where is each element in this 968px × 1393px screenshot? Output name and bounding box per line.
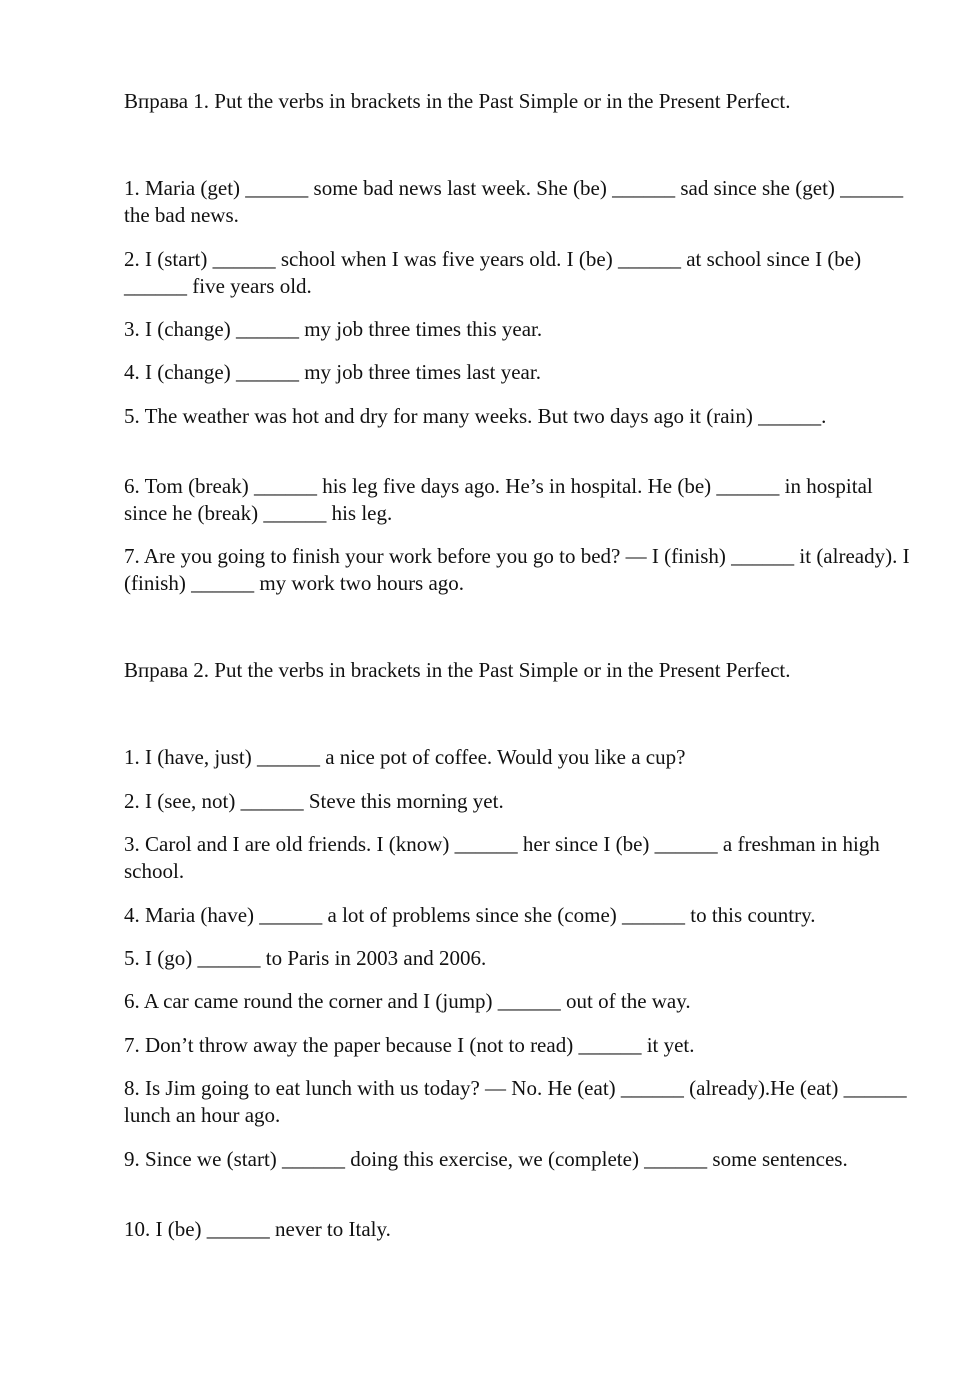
exercise-1-heading: Вправа 1. Put the verbs in brackets in the Past Simple or in the Present Perfect. xyxy=(124,89,791,113)
exercise-2-item-3: 3. Carol and I are old friends. I (know) ______ her since I (be) ______ a freshman in high school. xyxy=(124,832,880,883)
exercise-2-item-5: 5. I (go) ______ to Paris in 2003 and 2006. xyxy=(124,946,487,970)
exercise-2-item-2: 2. I (see, not) ______ Steve this morning yet. xyxy=(124,789,504,813)
exercise-2-item-10: 10. I (be) ______ never to Italy. xyxy=(124,1217,391,1241)
exercise-2-item-4: 4. Maria (have) ______ a lot of problems since she (come) ______ to this country. xyxy=(124,903,816,927)
exercise-1-item-3: 3. I (change) ______ my job three times this year. xyxy=(124,317,543,341)
exercise-1-item-4: 4. I (change) ______ my job three times last year. xyxy=(124,360,541,384)
exercise-2-item-9: 9. Since we (start) ______ doing this exercise, we (complete) ______ some sentences. xyxy=(124,1147,848,1171)
exercise-2-item-1: 1. I (have, just) ______ a nice pot of coffee. Would you like a cup? xyxy=(124,745,686,769)
exercise-1-item-6: 6. Tom (break) ______ his leg five days ago. He’s in hospital. He (be) ______ in hospital since he (break) ______ his leg. xyxy=(124,474,873,525)
exercise-2-item-6: 6. A car came round the corner and I (jump) ______ out of the way. xyxy=(124,989,691,1013)
exercise-1-item-5: 5. The weather was hot and dry for many weeks. But two days ago it (rain) ______. xyxy=(124,404,827,428)
exercise-2-heading: Вправа 2. Put the verbs in brackets in the Past Simple or in the Present Perfect. xyxy=(124,658,791,682)
exercise-1-item-7: 7. Are you going to finish your work before you go to bed? — I (finish) ______ it (already). I (finish) ______ my work two hours ago. xyxy=(124,544,910,595)
exercise-1-item-2: 2. I (start) ______ school when I was five years old. I (be) ______ at school since I (be) ______ five years old. xyxy=(124,247,862,298)
exercise-2-item-7: 7. Don’t throw away the paper because I (not to read) ______ it yet. xyxy=(124,1033,695,1057)
exercise-2-item-8: 8. Is Jim going to eat lunch with us today? — No. He (eat) ______ (already).He (eat) ______ lunch an hour ago. xyxy=(124,1076,907,1127)
exercise-1-item-1: 1. Maria (get) ______ some bad news last week. She (be) ______ sad since she (get) ______ the bad news. xyxy=(124,176,904,227)
